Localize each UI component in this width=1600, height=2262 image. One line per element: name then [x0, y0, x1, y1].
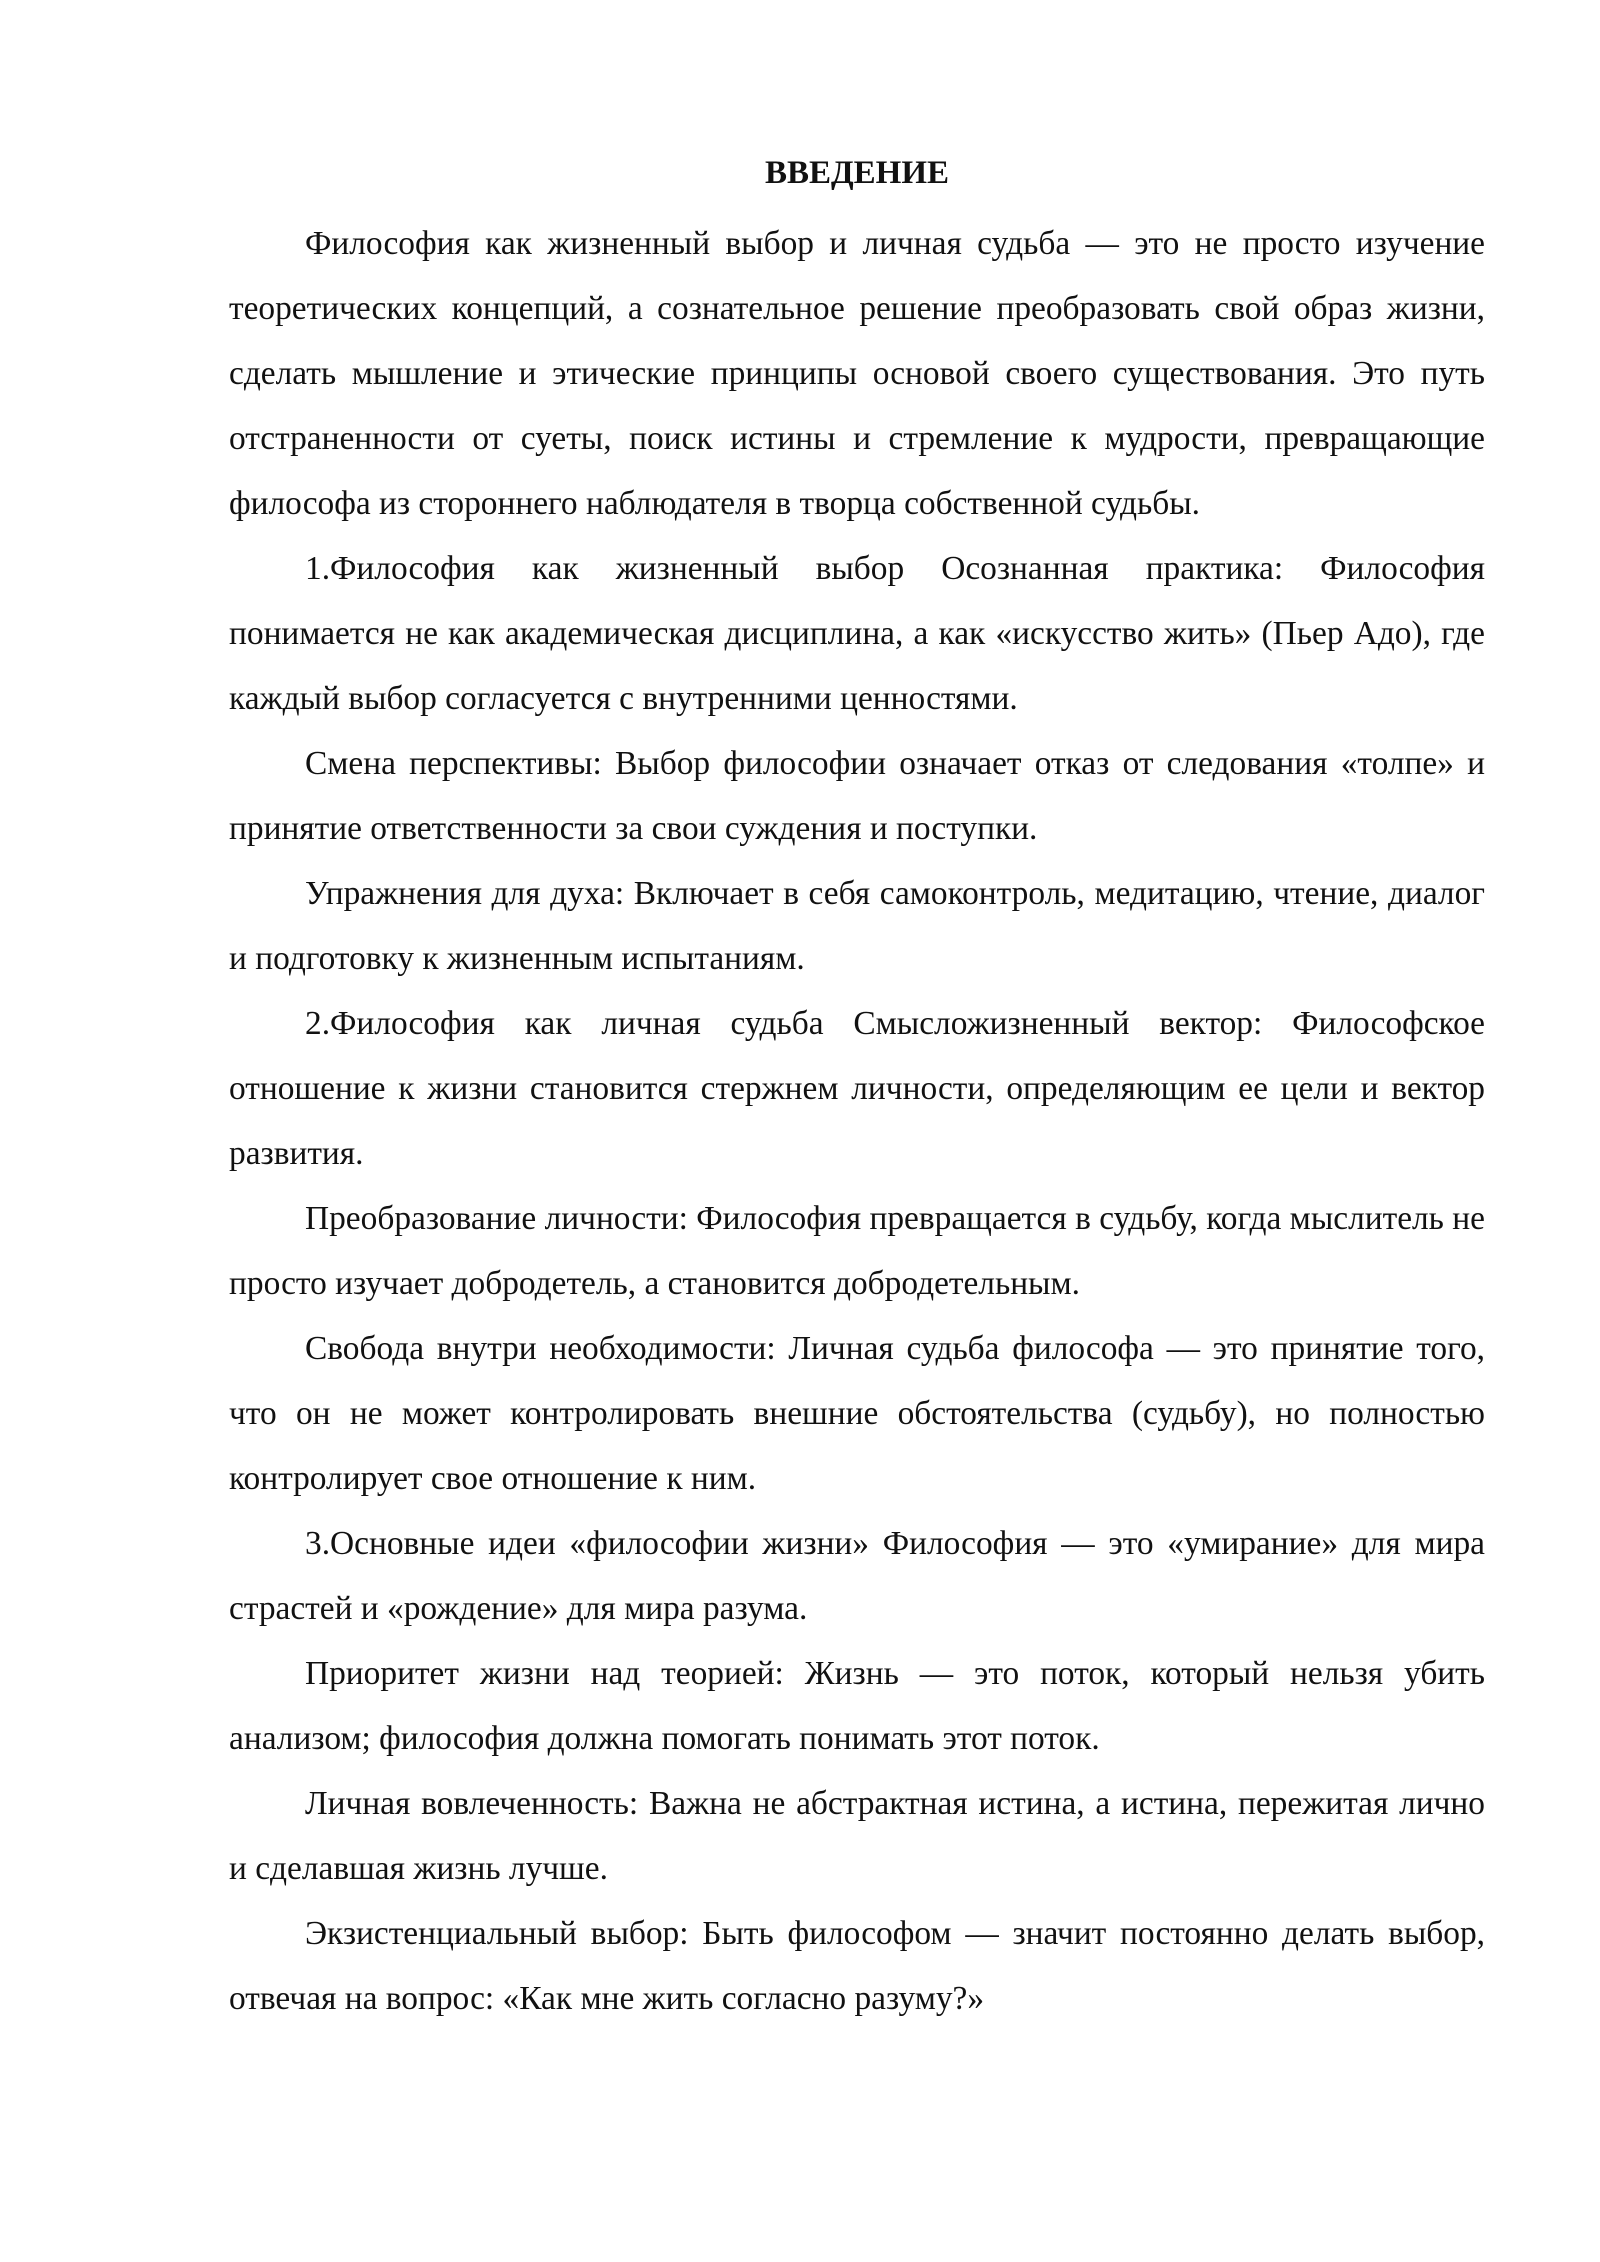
paragraph-perspective: Смена перспективы: Выбор философии означает отказ от следования «толпе» и принятие ответственности за свои суждения и поступки. — [229, 745, 1485, 847]
document-heading: ВВЕДЕНИЕ — [764, 155, 950, 191]
paragraph-involvement: Личная вовлеченность: Важна не абстрактная истина, а истина, пережитая лично и сделавшая жизнь лучше. — [229, 1785, 1485, 1887]
paragraph-list — [229, 211, 1485, 2031]
paragraph-section-1: 1.Философия как жизненный выбор Осознанная практика: Философия понимается не как академическая дисциплина, а как «искусство жить» (Пьер Адо), где каждый выбор согласуется с внутренними ценностями. — [229, 550, 1485, 717]
paragraph-freedom: Свобода внутри необходимости: Личная судьба философа — это принятие того, что он не может контролировать внешние обстоятельства (судьбу), но полностью контролирует свое отношение к ним. — [229, 1330, 1485, 1497]
paragraph-priority: Приоритет жизни над теорией: Жизнь — это поток, который нельзя убить анализом; философия должна помогать понимать этот поток. — [229, 1655, 1485, 1757]
paragraph-transformation: Преобразование личности: Философия превращается в судьбу, когда мыслитель не просто изучает добродетель, а становится добродетельным. — [229, 1200, 1485, 1302]
paragraph-intro: Философия как жизненный выбор и личная судьба — это не просто изучение теоретических концепций, а сознательное решение преобразовать свой образ жизни, сделать мышление и этические принципы основой своего существования. Это путь отстраненности от суеты, поиск истины и стремление к мудрости, превращающие философа из стороннего наблюдателя в творца собственной судьбы. — [229, 225, 1485, 522]
paragraph-section-3: 3.Основные идеи «философии жизни» Философия — это «умирание» для мира страстей и «рождение» для мира разума. — [229, 1525, 1485, 1627]
paragraph-existential: Экзистенциальный выбор: Быть философом — значит постоянно делать выбор, отвечая на вопрос: «Как мне жить согласно разуму?» — [229, 1915, 1485, 2017]
paragraph-section-2: 2.Философия как личная судьба Смысложизненный вектор: Философское отношение к жизни становится стержнем личности, определяющим ее цели и вектор развития. — [229, 1005, 1485, 1172]
paragraph-exercises: Упражнения для духа: Включает в себя самоконтроль, медитацию, чтение, диалог и подготовку к жизненным испытаниям. — [229, 875, 1485, 977]
